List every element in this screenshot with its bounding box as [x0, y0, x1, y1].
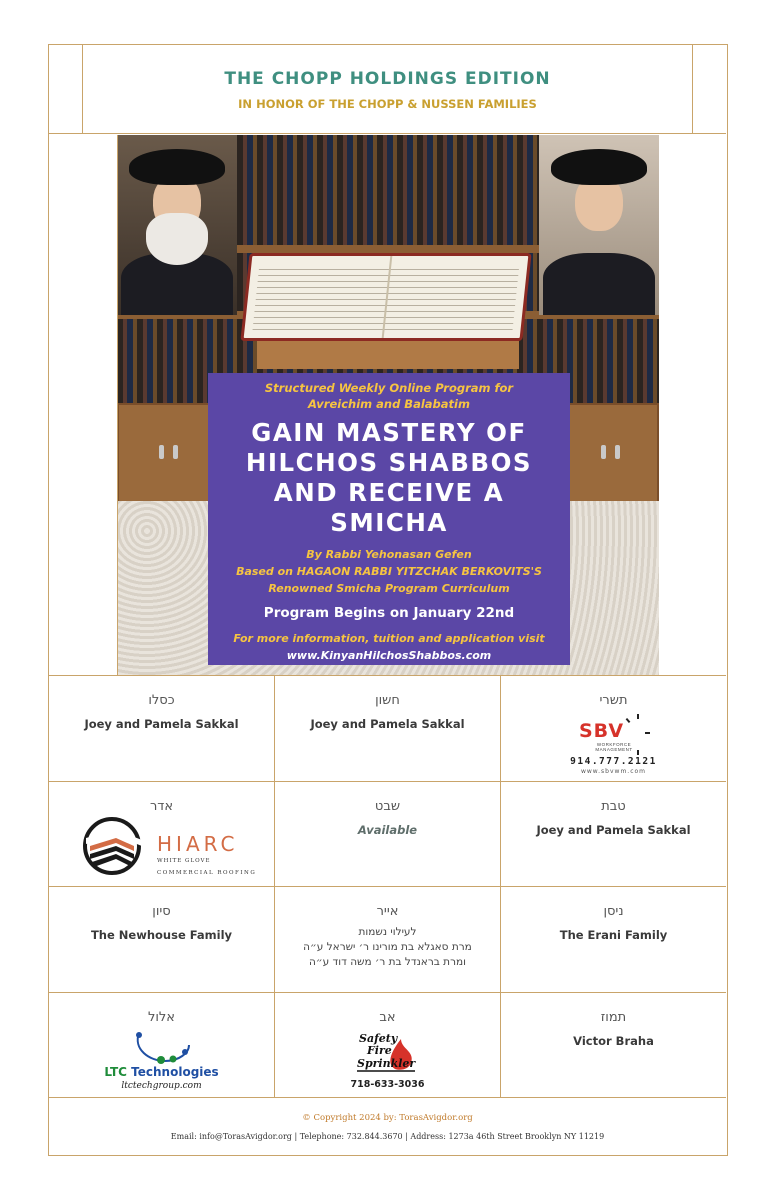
ltc-website: ltctechgroup.com — [121, 1080, 202, 1091]
more-info-text: For more information, tuition and application visit — [233, 632, 545, 645]
hiarc-logo-name: HIARC — [157, 831, 239, 856]
sbv-website: www.sbvwm.com — [580, 768, 647, 775]
ltc-logo-icon — [131, 1031, 193, 1065]
month-label: אדר — [149, 798, 174, 814]
safety-fire-sprinkler-logo — [355, 1029, 423, 1075]
sponsor-cell-sivan — [49, 887, 275, 992]
page-footer — [49, 1097, 726, 1155]
sponsor-cell-av — [275, 993, 501, 1098]
author-line: By Rabbi Yehonasan Gefen — [306, 548, 472, 561]
memorial-line: מרת סאגלא בת מורינו ר׳ ישראל ע״ה — [303, 941, 472, 953]
cabinet-left — [117, 403, 217, 503]
header-banner — [49, 45, 726, 134]
page-frame — [48, 44, 728, 1156]
safety-fire-sprinkler-phone: 718-633-3036 — [350, 1078, 425, 1090]
sbv-logo: SBV WORKFORCE MANAGEMENT — [579, 714, 649, 762]
month-label: אייר — [376, 904, 399, 919]
sponsor-cell-iyar — [275, 887, 501, 992]
sponsor-cell-tammuz — [501, 993, 726, 1098]
curriculum-line: Renowned Smicha Program Curriculum — [268, 582, 510, 595]
program-website-link[interactable]: www.KinyanHilchosShabbos.com — [286, 649, 492, 662]
month-label: אלול — [147, 1009, 175, 1025]
month-label: סיון — [152, 904, 171, 919]
program-intro: Structured Weekly Online Program for Avreichim and Balabatim — [264, 381, 514, 411]
month-label: חשון — [375, 693, 400, 708]
edition-dedication: IN HONOR OF THE CHOPP & NUSSEN FAMILIES — [238, 97, 537, 111]
sponsor-cell-teves — [501, 782, 726, 887]
podium — [257, 341, 519, 369]
sponsor-cell-cheshvan — [275, 676, 501, 781]
sponsor-cell-nissan — [501, 887, 726, 992]
open-book — [240, 253, 531, 341]
sponsor-name: The Newhouse Family — [90, 928, 233, 942]
sponsor-name: Joey and Pamela Sakkal — [536, 822, 691, 837]
sponsor-cell-tishrei — [501, 676, 726, 781]
program-headline: GAIN MASTERY OF HILCHOS SHABBOS AND RECEIVE A SMICHA — [245, 418, 533, 537]
monthly-sponsors-grid — [49, 675, 726, 1097]
sponsor-name: Joey and Pamela Sakkal — [310, 717, 465, 731]
month-label: אב — [379, 1009, 396, 1025]
month-label: ניסן — [603, 904, 624, 919]
sponsor-cell-shevat — [275, 782, 501, 887]
month-label: טבת — [601, 798, 626, 814]
memorial-line: לעילוי נשמות — [358, 926, 417, 938]
portrait-rabbi-right — [539, 135, 659, 315]
hiarc-tagline-2: COMMERCIAL ROOFING — [157, 869, 257, 876]
sponsor-cell-kislev — [49, 676, 275, 781]
portrait-rabbi-left — [117, 135, 237, 315]
sponsor-row — [49, 675, 726, 781]
month-label: שבט — [374, 798, 401, 814]
sponsor-name: Victor Braha — [573, 1033, 654, 1048]
sponsor-name: The Erani Family — [559, 928, 668, 942]
sponsor-cell-elul — [49, 993, 275, 1098]
svg-text:Sprinkler: Sprinkler — [357, 1056, 416, 1070]
sbv-phone: 914.777.2121 — [570, 756, 657, 767]
header-divider-left — [82, 45, 83, 133]
month-label: כסלו — [148, 693, 175, 708]
month-label: תמוז — [600, 1009, 627, 1025]
based-on-line: Based on HAGAON RABBI YITZCHAK BERKOVITS'S — [236, 565, 542, 578]
header-divider-right — [692, 45, 693, 133]
program-start-date: Program Begins on January 22nd — [263, 605, 515, 621]
svg-text:Fire: Fire — [367, 1043, 392, 1057]
cabinet-right — [559, 403, 659, 503]
hero-image — [117, 135, 659, 675]
hiarc-tagline-1: WHITE GLOVE — [157, 857, 211, 864]
svg-text:Safety: Safety — [359, 1031, 398, 1045]
program-info-panel — [208, 373, 570, 665]
memorial-dedication — [275, 925, 500, 970]
program-credits — [208, 546, 570, 597]
hiarc-logo-icon — [82, 816, 146, 876]
edition-title: THE CHOPP HOLDINGS EDITION — [224, 69, 551, 89]
sponsor-cell-adar — [49, 782, 275, 887]
memorial-line: ומרת בראנדל בת ר׳ משה דוד ע״ה — [309, 956, 466, 968]
availability-status: Available — [357, 822, 418, 837]
sponsor-name: Joey and Pamela Sakkal — [84, 717, 239, 731]
ltc-logo-name: LTC Technologies — [104, 1064, 219, 1079]
sponsor-row — [49, 781, 726, 887]
sponsor-row — [49, 992, 726, 1098]
month-label: תשרי — [599, 693, 628, 708]
sponsor-row — [49, 886, 726, 992]
contact-info: Email: info@TorasAvigdor.org | Telephone: 732.844.3670 | Address: 1273a 46th Street Brooklyn NY 11219 — [170, 1132, 605, 1141]
copyright-notice: © Copyright 2024 by: TorasAvigdor.org — [302, 1113, 473, 1123]
